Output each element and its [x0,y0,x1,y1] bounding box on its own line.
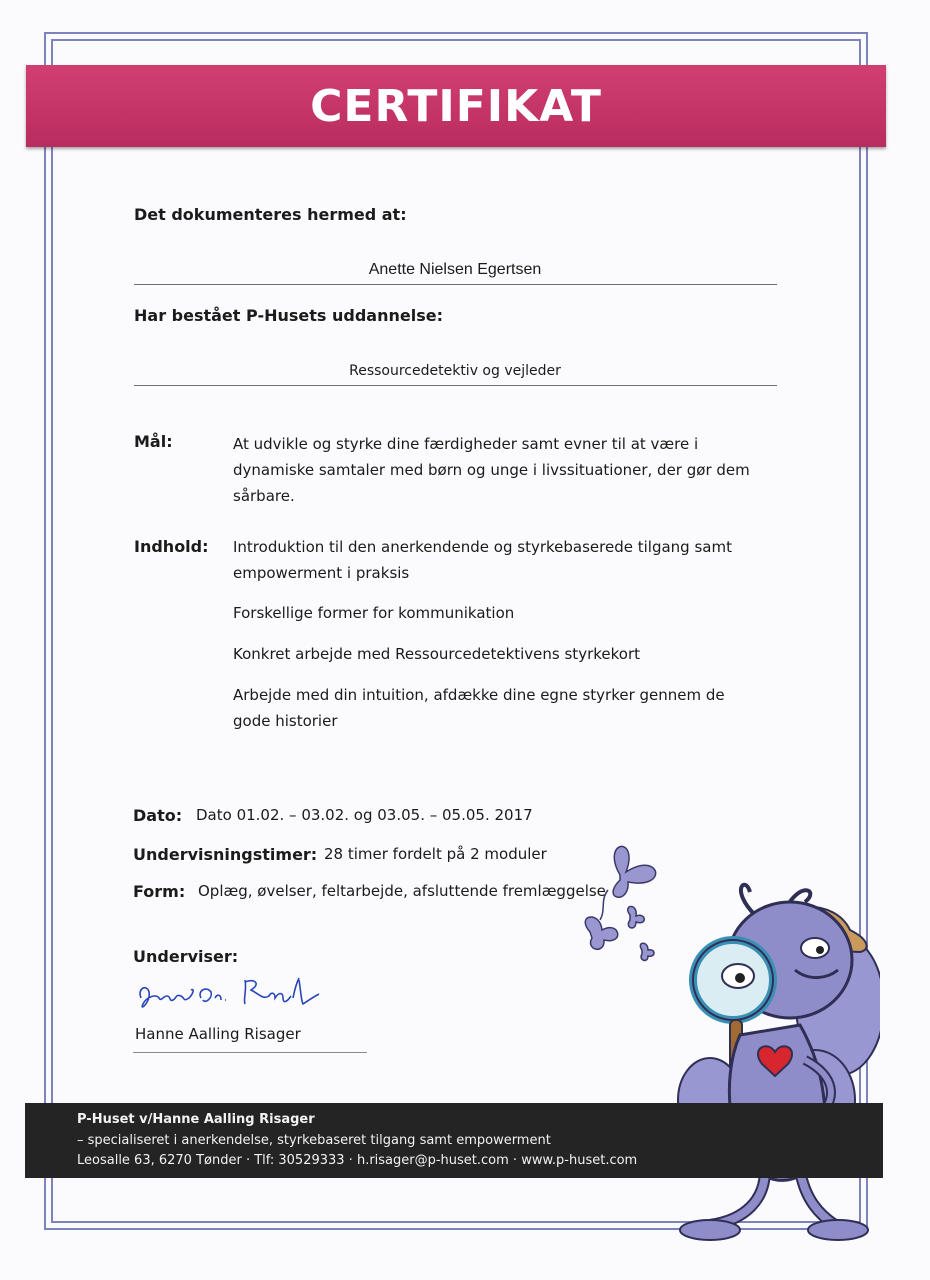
course-underline [134,385,777,386]
instructor-label: Underviser: [133,947,239,966]
detective-mascot-illustration [570,820,880,1260]
date-label: Dato: [133,806,183,825]
handwritten-signature [133,968,323,1018]
date-value: Dato 01.02. – 03.02. og 03.05. – 05.05. 2017 [196,806,533,824]
certificate-title: CERTIFIKAT [310,81,602,132]
hours-label: Undervisningstimer: [133,845,318,864]
course-label: Har bestået P-Husets uddannelse: [134,306,443,325]
recipient-underline [134,284,777,285]
footer-contact: Leosalle 63, 6270 Tønder · Tlf: 30529333 · h.risager@p-huset.com · www.p-huset.com [77,1153,638,1168]
footer-tagline: – specialiseret i anerkendelse, styrkebaseret tilgang samt empowerment [77,1133,551,1148]
course-name: Ressourcedetektiv og vejleder [349,363,561,379]
butterfly-icon [585,846,655,960]
content-label: Indhold: [134,537,209,556]
goal-label: Mål: [134,432,173,451]
goal-text: At udvikle og styrke dine færdigheder samt evner til at være i dynamiske samtaler med børn og unge i livssituationer, der gør dem sårbare. [233,435,750,505]
recipient-name: Anette Nielsen Egertsen [368,261,542,278]
instructor-name: Hanne Aalling Risager [135,1025,301,1043]
form-value: Oplæg, øvelser, feltarbejde, afsluttende fremlæggelse [198,882,606,900]
content-item: Forskellige former for kommunikation [233,604,515,622]
hours-value: 28 timer fordelt på 2 moduler [324,845,547,863]
intro-label: Det dokumenteres hermed at: [134,205,407,224]
signature-line [133,1052,367,1053]
content-item: Arbejde med din intuition, afdække dine egne styrker gennem de gode historier [233,686,725,730]
form-label: Form: [133,882,186,901]
footer-bar [25,1103,883,1178]
title-banner [26,65,886,147]
footer-org: P-Huset v/Hanne Aalling Risager [77,1112,315,1127]
content-item: Konkret arbejde med Ressourcedetektivens styrkekort [233,645,640,663]
content-item: Introduktion til den anerkendende og styrkebaserede tilgang samt empowerment i praksis [233,538,732,582]
